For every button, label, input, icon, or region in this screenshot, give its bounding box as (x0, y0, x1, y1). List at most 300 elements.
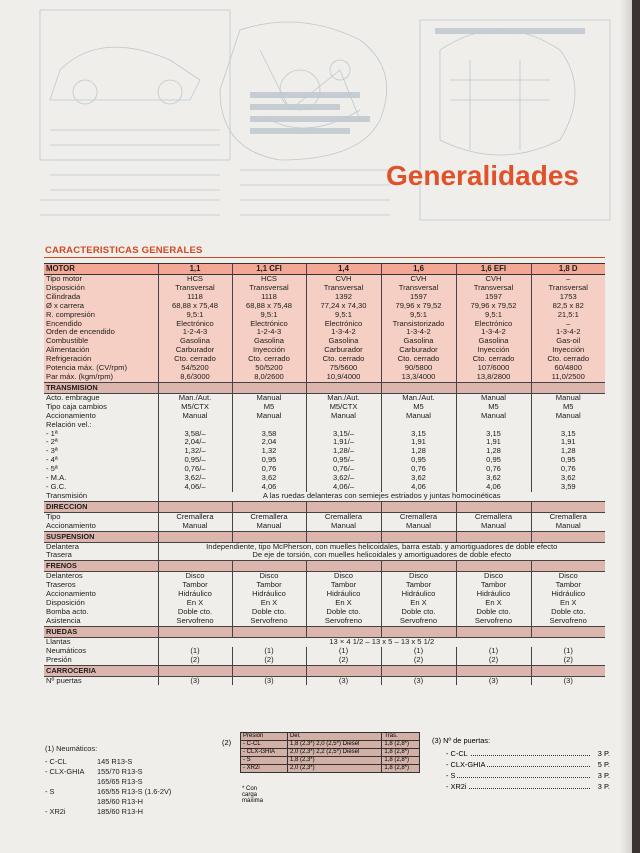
row-label: Cilindrada (44, 293, 158, 302)
row-value: 79,96 x 79,52 (381, 302, 456, 311)
pressure-note: * Con carga máxima (242, 786, 264, 804)
row-value: 50/5200 (232, 364, 306, 373)
suspension-header-cell (381, 531, 456, 542)
ruedas-header-cell (531, 626, 605, 637)
row-value (456, 421, 531, 430)
row-value: CVH (381, 275, 456, 284)
row-value: Disco (306, 572, 381, 581)
motor-header-cell: 1,6 (381, 264, 456, 275)
row-value: Tambor (232, 581, 306, 590)
row-value: (1) (232, 647, 306, 656)
row-value: (2) (531, 656, 605, 665)
row-value: 3,15/– (306, 430, 381, 439)
ruedas-header-label: RUEDAS (44, 626, 158, 637)
motor-header-cell: 1,1 CFI (232, 264, 306, 275)
table-row (44, 320, 605, 329)
row-value (232, 421, 306, 430)
table-row (44, 373, 605, 382)
row-value: Manual (232, 522, 306, 531)
row-value: 1,32 (232, 447, 306, 456)
row-value: Transversal (531, 284, 605, 293)
row-label: Delantera (44, 542, 158, 551)
pressure-rear: 1,8 (2,8*) (382, 741, 420, 749)
row-value: M5/CTX (306, 403, 381, 412)
row-label: Traseros (44, 581, 158, 590)
table-row (44, 483, 605, 492)
table-row (241, 741, 420, 749)
row-value: 0,95 (381, 456, 456, 465)
row-value: 0,95 (531, 456, 605, 465)
row-label: Alimentación (44, 346, 158, 355)
pressure-front: 1,8 (2,3*) 2,0 (2,5*) Diesel (287, 741, 381, 749)
direccion-header-cell (306, 501, 381, 512)
table-row (44, 412, 605, 421)
table-row (44, 438, 605, 447)
table-row (44, 512, 605, 521)
row-value: (3) (456, 676, 531, 685)
row-value: Transversal (381, 284, 456, 293)
footnote-tyres (45, 744, 215, 817)
row-value: Hidráulico (306, 590, 381, 599)
row-value: En X (531, 599, 605, 608)
row-value: 82,5 x 82 (531, 302, 605, 311)
row-value: 13,3/4000 (381, 373, 456, 382)
section-title: CARACTERISTICAS GENERALES (45, 245, 203, 256)
tyre-model: - C-CL (45, 757, 67, 766)
row-value: HCS (158, 275, 232, 284)
row-value: Cto. cerrado (531, 355, 605, 364)
row-label: - 4ª (44, 456, 158, 465)
row-value: 90/5800 (381, 364, 456, 373)
row-label: Relación vel.: (44, 421, 158, 430)
table-row (44, 647, 605, 656)
table-row (241, 765, 420, 773)
door-count: 3 P. (597, 782, 610, 791)
direccion-header (44, 501, 605, 512)
tyre-model: - S (45, 787, 55, 796)
door-count: 5 P. (597, 760, 610, 769)
row-value: Servofreno (381, 617, 456, 626)
direccion-header-cell (158, 501, 232, 512)
row-value: 1-3-4-2 (306, 328, 381, 337)
tyre-size: 185/60 R13-H (97, 807, 144, 816)
pressure-model: - CLX-GHIA (241, 749, 288, 757)
carroceria-header-cell (456, 665, 531, 676)
door-model: - CLX-GHIA (446, 760, 486, 769)
row-value: 1-2-4-3 (158, 328, 232, 337)
row-value: En X (158, 599, 232, 608)
list-item (45, 807, 215, 817)
row-value: 3,15 (381, 430, 456, 439)
pressure-model: - S (241, 757, 288, 765)
row-label: Accionamiento (44, 590, 158, 599)
row-value: 4,06 (232, 483, 306, 492)
row-value: Manual (158, 522, 232, 531)
row-value: 1,28 (381, 447, 456, 456)
table-row (44, 275, 605, 284)
list-item (45, 797, 215, 807)
door-count: 3 P. (597, 771, 610, 780)
row-value: M5 (232, 403, 306, 412)
row-value: Servofreno (456, 617, 531, 626)
row-value: 0,76 (381, 465, 456, 474)
row-value: Doble cto. (531, 608, 605, 617)
row-value: (1) (158, 647, 232, 656)
table-row (44, 676, 605, 685)
list-item (432, 760, 610, 771)
row-value: Transversal (456, 284, 531, 293)
row-value: Manual (531, 412, 605, 421)
row-label: - 2ª (44, 438, 158, 447)
row-value: Doble cto. (158, 608, 232, 617)
row-value: Transistorizado (381, 320, 456, 329)
row-value: (1) (306, 647, 381, 656)
suspension-header-cell (531, 531, 605, 542)
direccion-header-cell (456, 501, 531, 512)
table-row (44, 599, 605, 608)
row-value: (1) (456, 647, 531, 656)
pressure-rear: 1,8 (2,8*) (382, 765, 420, 773)
row-value: Disco (531, 572, 605, 581)
pressure-header-cell: Presión (241, 733, 288, 741)
row-value: Manual (232, 412, 306, 421)
row-value: (2) (158, 656, 232, 665)
transmision-header-cell (158, 382, 232, 393)
table-row (44, 542, 605, 551)
row-value: 3,62 (381, 474, 456, 483)
direccion-header-cell (531, 501, 605, 512)
row-value: Servofreno (531, 617, 605, 626)
row-value: Inyección (456, 346, 531, 355)
section-rule (44, 257, 605, 258)
row-value: Electrónico (456, 320, 531, 329)
row-value: Cremallera (531, 512, 605, 521)
row-value: Man./Aut. (158, 393, 232, 402)
frenos-header-cell (381, 561, 456, 572)
row-value: Manual (306, 412, 381, 421)
list-item (432, 782, 610, 793)
table-row (44, 492, 605, 501)
row-value: Electrónico (306, 320, 381, 329)
row-value: Cto. cerrado (232, 355, 306, 364)
transmision-header-cell (456, 382, 531, 393)
table-row (44, 465, 605, 474)
row-value: 79,96 x 79,52 (456, 302, 531, 311)
table-row (44, 572, 605, 581)
carroceria-header-cell (531, 665, 605, 676)
row-label: Acto. embrague (44, 393, 158, 402)
row-value: Tambor (381, 581, 456, 590)
row-value: Carburador (158, 346, 232, 355)
row-value: 10,9/4000 (306, 373, 381, 382)
table-row (241, 749, 420, 757)
row-value: 4,06/– (158, 483, 232, 492)
row-value: Manual (381, 412, 456, 421)
row-value (158, 421, 232, 430)
list-item (45, 777, 215, 787)
row-value: 1,91 (381, 438, 456, 447)
row-value: Man./Aut. (306, 393, 381, 402)
row-value: Cremallera (381, 512, 456, 521)
row-label: Bomba acto. (44, 608, 158, 617)
row-label: Neumáticos (44, 647, 158, 656)
row-value: 0,76/– (306, 465, 381, 474)
row-value: 11,0/2500 (531, 373, 605, 382)
table-row (44, 302, 605, 311)
row-value: 0,95 (456, 456, 531, 465)
row-value: 1,28 (456, 447, 531, 456)
pressure-front: 2,0 (2,3*) 2,2 (2,5*) Diesel (287, 749, 381, 757)
row-value: 1,28 (531, 447, 605, 456)
row-value: Manual (531, 522, 605, 531)
transmision-header-cell (232, 382, 306, 393)
row-label: Orden de encendido (44, 328, 158, 337)
row-value: Transversal (306, 284, 381, 293)
table-row (44, 656, 605, 665)
row-value: 68,88 x 75,48 (158, 302, 232, 311)
pressure-header-cell: Del. (287, 733, 381, 741)
row-label: - G.C. (44, 483, 158, 492)
row-value: Carburador (381, 346, 456, 355)
row-value: Servofreno (158, 617, 232, 626)
row-value: Carburador (306, 346, 381, 355)
row-value (306, 421, 381, 430)
row-value: Doble cto. (232, 608, 306, 617)
row-value: Doble cto. (456, 608, 531, 617)
tyre-size: 155/70 R13-S (97, 767, 143, 776)
row-value: 0,76 (531, 465, 605, 474)
row-value: Gasolina (381, 337, 456, 346)
table-row (44, 337, 605, 346)
row-value: Cremallera (232, 512, 306, 521)
row-value: Manual (381, 522, 456, 531)
carroceria-header-cell (232, 665, 306, 676)
row-value (381, 421, 456, 430)
row-value: 3,15 (456, 430, 531, 439)
row-value: 1-3-4-2 (531, 328, 605, 337)
row-value: 13,8/2800 (456, 373, 531, 382)
direccion-header-cell (381, 501, 456, 512)
row-label: Delanteros (44, 572, 158, 581)
row-value: Gas-oil (531, 337, 605, 346)
row-value: 3,15 (531, 430, 605, 439)
row-value: 9,5:1 (381, 311, 456, 320)
table-row (44, 474, 605, 483)
row-value: 1,91/– (306, 438, 381, 447)
row-value: Cremallera (306, 512, 381, 521)
footnote-pressure-number: (2) (222, 738, 232, 747)
row-label: - 1ª (44, 430, 158, 439)
list-item (45, 767, 215, 777)
row-value: Inyección (531, 346, 605, 355)
row-label: Tipo motor (44, 275, 158, 284)
row-label: Tipo (44, 512, 158, 521)
suspension-header-cell (306, 531, 381, 542)
row-value: 75/5600 (306, 364, 381, 373)
pressure-model: - C-CL (241, 741, 288, 749)
footnote-tyres-title: (1) Neumáticos: (45, 744, 98, 753)
row-value: (3) (531, 676, 605, 685)
row-value: 9,5:1 (306, 311, 381, 320)
row-value: 3,59 (531, 483, 605, 492)
list-item (45, 757, 215, 767)
row-value: Gasolina (456, 337, 531, 346)
row-value: Manual (456, 412, 531, 421)
row-value: Manual (531, 393, 605, 402)
row-label: Tipo caja cambios (44, 403, 158, 412)
ruedas-header-cell (456, 626, 531, 637)
row-value: Electrónico (232, 320, 306, 329)
row-value: Hidráulico (381, 590, 456, 599)
row-value: M5/CTX (158, 403, 232, 412)
table-row (44, 293, 605, 302)
row-value: 3,62 (232, 474, 306, 483)
row-label: Disposición (44, 599, 158, 608)
row-value: En X (381, 599, 456, 608)
table-row (44, 421, 605, 430)
specs-table (44, 263, 605, 685)
row-value: Gasolina (158, 337, 232, 346)
row-value: Cremallera (456, 512, 531, 521)
tyre-size: 185/60 R13-H (97, 797, 144, 806)
row-value: 0,95/– (158, 456, 232, 465)
transmision-header-cell (381, 382, 456, 393)
row-value: Transversal (232, 284, 306, 293)
frenos-header-cell (531, 561, 605, 572)
row-value: 4,06 (456, 483, 531, 492)
row-value: Cto. cerrado (306, 355, 381, 364)
suspension-header-cell (456, 531, 531, 542)
row-value: 1,32/– (158, 447, 232, 456)
row-label: R. compresión (44, 311, 158, 320)
row-label: - 5ª (44, 465, 158, 474)
frenos-header-cell (158, 561, 232, 572)
row-label: Par máx. (kgm/rpm) (44, 373, 158, 382)
row-value: En X (306, 599, 381, 608)
row-label: Ø x carrera (44, 302, 158, 311)
carroceria-header-cell (381, 665, 456, 676)
row-value: Electrónico (158, 320, 232, 329)
row-value: 54/5200 (158, 364, 232, 373)
row-value: CVH (306, 275, 381, 284)
tyre-model: - CLX-GHIA (45, 767, 85, 776)
table-row (44, 581, 605, 590)
row-value: En X (232, 599, 306, 608)
table-row (44, 328, 605, 337)
row-value: 1-3-4-2 (456, 328, 531, 337)
row-label: Combustible (44, 337, 158, 346)
footnote-doors-title: (3) Nº de puertas: (432, 736, 491, 745)
suspension-header-label: SUSPENSION (44, 531, 158, 542)
row-value: HCS (232, 275, 306, 284)
tyre-size: 165/55 R13-S (1.6-2V) (97, 787, 172, 796)
row-value: 3,58/– (158, 430, 232, 439)
row-value: 0,95/– (306, 456, 381, 465)
row-value: 1-2-4-3 (232, 328, 306, 337)
row-value: Cto. cerrado (381, 355, 456, 364)
row-value: Inyección (232, 346, 306, 355)
row-value: Tambor (306, 581, 381, 590)
row-value: (2) (232, 656, 306, 665)
tyre-size: 165/65 R13-S (97, 777, 143, 786)
carroceria-header-cell (306, 665, 381, 676)
row-value: Manual (456, 522, 531, 531)
row-value: 0,76 (456, 465, 531, 474)
row-value: 3,62 (456, 474, 531, 483)
row-value: 8,0/2600 (232, 373, 306, 382)
transmision-header (44, 382, 605, 393)
table-row (44, 284, 605, 293)
row-value: Hidráulico (456, 590, 531, 599)
row-label: Asistencia (44, 617, 158, 626)
table-row (44, 551, 605, 560)
direccion-header-cell (232, 501, 306, 512)
row-value: 0,76/– (158, 465, 232, 474)
table-row (44, 608, 605, 617)
row-value: (1) (381, 647, 456, 656)
tyre-size: 145 R13-S (97, 757, 133, 766)
row-value: – (531, 320, 605, 329)
ruedas-header-cell (232, 626, 306, 637)
table-row (241, 757, 420, 765)
pressure-rear: 1,8 (2,8*) (382, 757, 420, 765)
frenos-header (44, 561, 605, 572)
list-item (432, 749, 610, 760)
row-value: Gasolina (232, 337, 306, 346)
row-value: Manual (158, 412, 232, 421)
table-row (44, 447, 605, 456)
row-value: (2) (381, 656, 456, 665)
row-value: Disco (456, 572, 531, 581)
row-value: Disco (381, 572, 456, 581)
row-value: 1597 (456, 293, 531, 302)
row-value: 21,5:1 (531, 311, 605, 320)
table-row (44, 430, 605, 439)
row-label: Transmisión (44, 492, 158, 501)
row-value: Doble cto. (306, 608, 381, 617)
transmision-header-cell (531, 382, 605, 393)
row-value: 1392 (306, 293, 381, 302)
row-value: Hidráulico (232, 590, 306, 599)
row-value: M5 (531, 403, 605, 412)
row-value: 107/6000 (456, 364, 531, 373)
row-value: – (531, 275, 605, 284)
pressure-front: 2,0 (2,3*) (287, 765, 381, 773)
suspension-header-cell (158, 531, 232, 542)
row-value: Servofreno (232, 617, 306, 626)
row-label: Nº puertas (44, 676, 158, 685)
direccion-header-label: DIRECCION (44, 501, 158, 512)
table-row (44, 456, 605, 465)
footnote-doors (432, 736, 610, 793)
row-value: Cto. cerrado (158, 355, 232, 364)
row-value: Tambor (158, 581, 232, 590)
row-value: (1) (531, 647, 605, 656)
suspension-header (44, 531, 605, 542)
table-row (44, 364, 605, 373)
row-label: - M.A. (44, 474, 158, 483)
motor-header (44, 264, 605, 275)
row-label: Accionamiento (44, 522, 158, 531)
row-value: 3,62 (531, 474, 605, 483)
row-value: 9,5:1 (232, 311, 306, 320)
ruedas-header-cell (381, 626, 456, 637)
door-model: - C-CL (446, 749, 468, 758)
door-model: - S (446, 771, 456, 780)
motor-header-cell: 1,8 D (531, 264, 605, 275)
row-value: Servofreno (306, 617, 381, 626)
row-value: Gasolina (306, 337, 381, 346)
